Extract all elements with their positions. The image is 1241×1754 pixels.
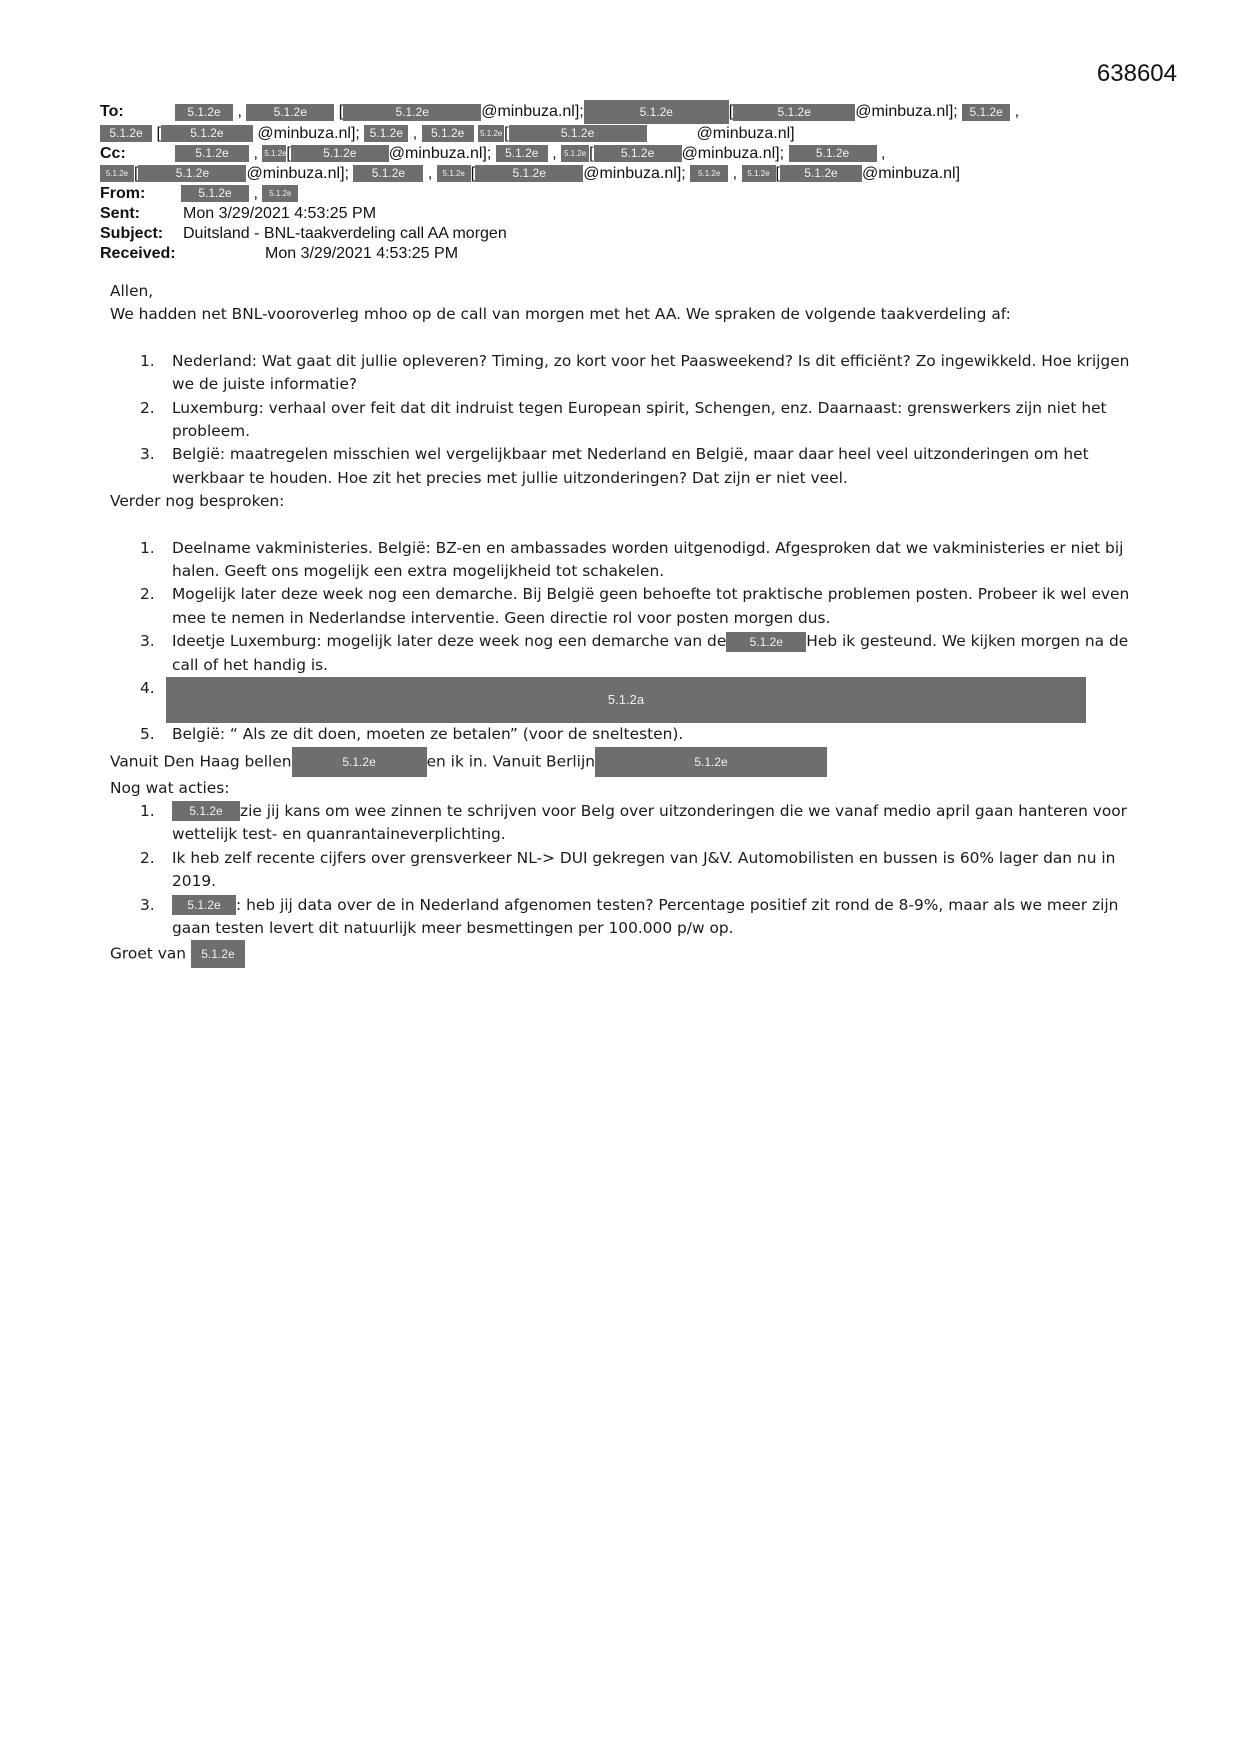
redaction: 5.1.2e	[343, 104, 481, 121]
list-item: 1. 5.1.2e zie jij kans om wee zinnen te schrijven voor Belg over uitzonderingen die we vanaf medio april gaan hanteren voor wettelijk test- en quanrantaineverplichting.	[140, 801, 1128, 844]
redaction: 5.1.2e	[172, 801, 240, 821]
redaction: 5.1.2e	[742, 165, 776, 182]
redaction: 5.1.2e	[437, 165, 471, 182]
list-item: 3. 5.1.2e : heb jij data over de in Nederland afgenomen testen? Percentage positief zit rond de 8-9%, maar als we meer zijn gaan testen levert dit natuurlijk meer besmettingen per 100.000 p/w op.	[140, 895, 1119, 937]
intro-paragraph: We hadden net BNL-vooroverleg mhoo op de call van morgen met het AA. We spraken de volgende taakverdeling af:	[110, 305, 1011, 324]
redaction: 5.1.2e	[100, 165, 134, 182]
email-body	[110, 280, 1130, 968]
task-list	[110, 350, 1130, 490]
cc-label: Cc:	[100, 145, 126, 162]
email-domain: @minbuza.nl];	[481, 103, 584, 121]
redaction: 5.1.2e	[595, 747, 827, 777]
closing: Groet van 5.1.2e	[110, 940, 1130, 968]
redaction: 5.1.2e	[733, 104, 855, 121]
document-number: 638604	[1096, 60, 1177, 87]
email-domain: @minbuza.nl]	[696, 125, 795, 142]
discussed-heading: Verder nog besproken:	[110, 492, 285, 511]
redaction: 5.1.2e	[175, 145, 249, 162]
greeting: Allen,	[110, 282, 154, 300]
email-domain: @minbuza.nl]	[861, 165, 961, 182]
redaction: 5.1.2e	[962, 104, 1010, 121]
list-item: 3. Ideetje Luxemburg: mogelijk later deze week nog een demarche van de 5.1.2e Heb ik gesteund. We kijken morgen na de call of het handig is.	[140, 632, 1129, 674]
list-item: 2. Ik heb zelf recente cijfers over grensverkeer NL-> DUI gekregen van J&V. Automobilisten en bussen is 60% lager dan nu in 2019.	[140, 848, 1116, 891]
redaction: 5.1.2e	[789, 145, 877, 162]
discussed-list	[110, 537, 1130, 747]
to-line: 5.1.2e [ 5.1.2e @minbuza.nl]; 5.1.2e , 5.1.2e 5.1.2e [ 5.1.2e @minbuza.nl]	[100, 124, 1180, 144]
redaction: 5.1.2e	[509, 125, 647, 142]
sent-value: Mon 3/29/2021 4:53:25 PM	[183, 205, 377, 222]
redaction: 5.1.2e	[191, 940, 245, 968]
redaction: 5.1.2e	[561, 145, 589, 162]
list-item: 2. Luxemburg: verhaal over feit dat dit indruist tegen European spirit, Schengen, enz. Daarnaast: grenswerkers zijn niet het probleem.	[140, 398, 1107, 441]
redaction: 5.1.2e	[475, 165, 583, 182]
redaction: 5.1.2e	[161, 125, 253, 142]
email-header	[100, 100, 1180, 264]
received-line	[100, 244, 1180, 264]
to-label: To:	[100, 103, 124, 121]
redaction: 5.1.2e	[594, 145, 682, 162]
redaction: 5.1.2e	[138, 165, 246, 182]
list-item: 1. Nederland: Wat gaat dit jullie opleveren? Timing, zo kort voor het Paasweekend? Is dit efficiënt? Zo ingewikkeld. Hoe krijgen we de juiste informatie?	[140, 351, 1130, 394]
email-domain: @minbuza.nl];	[681, 145, 785, 162]
redaction: 5.1.2e	[584, 100, 729, 124]
received-label: Received:	[100, 245, 176, 262]
redaction: 5.1.2e	[181, 185, 249, 202]
from-line: From: 5.1.2e , 5.1.2e	[100, 184, 1180, 204]
actions-list	[110, 800, 1130, 940]
redaction: 5.1.2e	[726, 632, 806, 652]
to-line: To: 5.1.2e , 5.1.2e [ 5.1.2e @minbuza.nl]; 5.1.2e [ 5.1.2e @minbuza.nl]; 5.1.2e ,	[100, 100, 1180, 124]
list-item: 2. Mogelijk later deze week nog een demarche. Bij België geen behoefte tot praktische problemen posten. Probeer ik wel even mee te nemen in Nederlandse interventie. Geen directie rol voor posten morgen dus.	[140, 585, 1130, 627]
list-item: 1. Deelname vakministeries. België: BZ-en en ambassades worden uitgenodigd. Afgesproken dat we vakministeries er niet bij halen. Geeft ons mogelijk een extra mogelijkheid tot schakelen.	[140, 538, 1124, 581]
redaction: 5.1.2e	[291, 145, 389, 162]
subject-label: Subject:	[100, 225, 164, 242]
email-domain: @minbuza.nl];	[583, 165, 686, 182]
list-item: 5. België: “ Als ze dit doen, moeten ze betalen” (voor de sneltesten).	[140, 725, 684, 744]
redaction: 5.1.2e	[353, 165, 423, 182]
cc-line: Cc: 5.1.2e , 5.1.2e[ 5.1.2e @minbuza.nl]; 5.1.2e , 5.1.2e [ 5.1.2e @minbuza.nl]; 5.1.2e ,	[100, 145, 886, 162]
redaction: 5.1.2e	[262, 145, 286, 162]
received-value: Mon 3/29/2021 4:53:25 PM	[265, 245, 459, 262]
subject-line	[100, 224, 1180, 244]
from-label: From:	[100, 185, 146, 202]
sent-label: Sent:	[100, 205, 140, 222]
email-domain: @minbuza.nl];	[388, 145, 492, 162]
redaction: 5.1.2e	[496, 145, 548, 162]
redaction: 5.1.2e	[172, 895, 236, 915]
email-domain: @minbuza.nl];	[257, 125, 360, 142]
email-domain: @minbuza.nl];	[246, 165, 349, 182]
redaction: 5.1.2e	[100, 125, 152, 142]
list-item: 4. 5.1.2a	[110, 677, 1130, 723]
redaction: 5.1.2e	[422, 125, 474, 142]
list-item: 3. België: maatregelen misschien wel vergelijkbaar met Nederland en België, maar daar heel veel uitzonderingen om het werkbaar te houden. Hoe zit het precies met jullie uitzonderingen? Dat zijn er niet veel.	[140, 445, 1089, 487]
redaction: 5.1.2e	[690, 165, 728, 182]
email-domain: @minbuza.nl];	[855, 103, 958, 121]
redaction-block: 5.1.2a	[166, 677, 1086, 723]
sent-line	[100, 204, 1180, 224]
cc-line: 5.1.2e [ 5.1.2e @minbuza.nl]; 5.1.2e , 5.1.2e [ 5.1.2e @minbuza.nl]; 5.1.2e , 5.1.2e [ 5.1.2e @minbuza.nl]	[100, 164, 1180, 184]
redaction: 5.1.2e	[246, 104, 334, 121]
redaction: 5.1.2e	[175, 104, 233, 121]
redaction: 5.1.2e	[780, 165, 862, 182]
redaction: 5.1.2e	[292, 747, 427, 777]
redaction: 5.1.2e	[478, 125, 504, 142]
redaction: 5.1.2e	[364, 125, 408, 142]
subject-value: Duitsland - BNL-taakverdeling call AA morgen	[183, 225, 507, 242]
actions-heading: Nog wat acties:	[110, 778, 230, 797]
redaction: 5.1.2e	[262, 185, 298, 202]
calls-paragraph: Vanuit Den Haag bellen 5.1.2e en ik in. Vanuit Berlijn 5.1.2e	[110, 747, 1130, 777]
